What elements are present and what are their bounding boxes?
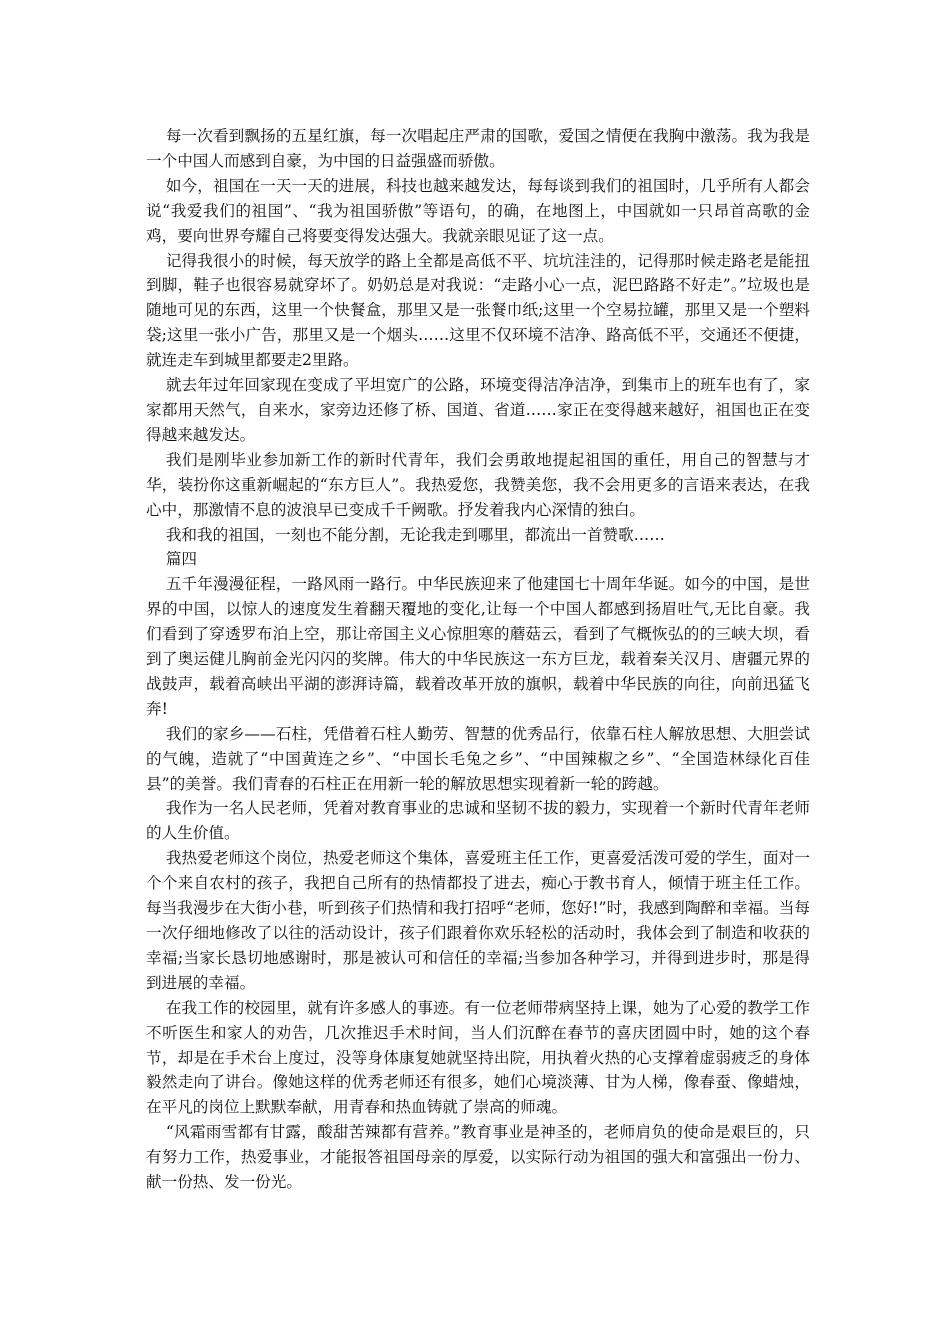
paragraph-new-youth: 我们是刚毕业参加新工作的新时代青年，我们会勇敢地提起祖国的重任，用自己的智慧与才华，装扮你这重新崛起的“东方巨人”。我热爱您，我赞美您，我不会用更多的言语来表达，在我心中，那激情不息的波浪早已变成千千阙歌。抒发着我内心深情的独白。 [146,450,810,519]
paragraph-closing: “风霜雨雪都有甘露，酸甜苦辣都有营养。”教育事业是神圣的，老师肩负的使命是艰巨的，只有努力工作，热爱事业，才能报答祖国母亲的厚爱，以实际行动为祖国的强大和富强出一份力、献一份热、发一份光。 [146,1123,810,1192]
paragraph-national-flag: 每一次看到飘扬的五星红旗，每一次唱起庄严肃的国歌，爱国之情便在我胸中激荡。我为我是一个中国人而感到自豪，为中国的日益强盛而骄傲。 [146,127,810,170]
paragraph-campus-stories: 在我工作的校园里，就有许多感人的事迹。有一位老师带病坚持上课，她为了心爱的教学工作不听医生和家人的劝告，几次推迟手术时间，当人们沉醉在春节的喜庆团圆中时，她的这个春节，却是在手术台上度过，没等身体康复她就坚持出院，用执着火热的心支撑着虚弱疲乏的身体毅然走向了讲台。像她这样的优秀老师还有很多，她们心境淡薄、甘为人梯，像春蚕、像蜡烛，在平凡的岗位上默默奉献，用青春和热血铸就了崇高的师魂。 [146,998,810,1117]
document-body [146,124,810,1195]
paragraph-motherland-progress: 如今，祖国在一天一天的进展，科技也越来越发达，每每谈到我们的祖国时，几乎所有人都会说“我爱我们的祖国”、“我为祖国骄傲”等语句，的确，在地图上，中国就如一只昂首高歌的金鸡，要向世界夸耀自己将要变得发达强大。我就亲眼见证了这一点。 [146,176,810,245]
paragraph-hometown-shizhu: 我们的家乡——石柱，凭借着石柱人勤劳、智慧的优秀品行，依靠石柱人解放思想、大胆尝试的气魄，造就了“中国黄连之乡”、“中国长毛兔之乡”、“中国辣椒之乡”、“全国造林绿化百佳县”的美誉。我们青春的石柱正在用新一轮的解放思想实现着新一轮的跨越。 [146,724,810,793]
paragraph-me-and-motherland: 我和我的祖国，一刻也不能分割，无论我走到哪里，都流出一首赞歌…… [165,525,665,544]
paragraph-love-teaching: 我热爱老师这个岗位，热爱老师这个集体，喜爱班主任工作，更喜爱活泼可爱的学生，面对一个个来自农村的孩子，我把自己所有的热情都投了进去，痴心于教书育人，倾情于班主任工作。每当我漫步在大街小巷，听到孩子们热情和我打招呼“老师，您好!”时，我感到陶醉和幸福。当每一次仔细地修改了以往的活动设计，孩子们跟着你欢乐轻松的活动时，我体会到了制造和收获的幸福;当家长恳切地感谢时，那是被认可和信任的幸福;当参加各种学习，并得到进步时，那是得到进展的幸福。 [146,849,810,992]
paragraph-teacher-value: 我作为一名人民老师，凭着对教育事业的忠诚和坚韧不拔的毅力，实现着一个新时代青年老师的人生价值。 [146,799,810,843]
paragraph-childhood-roads: 记得我很小的时候，每天放学的路上全都是高低不平、坑坑洼洼的，记得那时候走路老是能扭到脚，鞋子也很容易就穿坏了。奶奶总是对我说：“走路小心一点，泥巴路路不好走”。”垃圾也是随地可见的东西，这里一个快餐盒，那里又是一张餐巾纸;这里一个空易拉罐，那里又是一个塑料袋;这里一张小广告，那里又是一个烟头……这里不仅环境不洁净、路高低不平，交通还不便捷，就连走车到城里都要走2里路。 [146,251,810,370]
section-title: 篇四 [165,550,198,569]
paragraph-five-thousand-years: 五千年漫漫征程，一路风雨一路行。中华民族迎来了他建国七十周年华诞。如今的中国，是世界的中国，以惊人的速度发生着翻天覆地的变化,让每一个中国人都感到扬眉吐气,无比自豪。我们看到了穿透罗布泊上空，那让帝国主义心惊胆寒的蘑菇云，看到了气概恢弘的的三峡大坝，看到了奥运健儿胸前金光闪闪的奖牌。伟大的中华民族这一东方巨龙，载着秦关汉月、唐疆元界的战鼓声，载着高峡出平湖的澎湃诗篇，载着改革开放的旗帜，载着中华民族的向往，向前迅猛飞奔! [146,575,810,718]
paragraph-new-roads: 就去年过年回家现在变成了平坦宽广的公路，环境变得洁净洁净，到集市上的班车也有了，家家都用天然气，自来水，家旁边还修了桥、国道、省道……家正在变得越来越好，祖国也正在变得越来越发达。 [146,376,810,444]
